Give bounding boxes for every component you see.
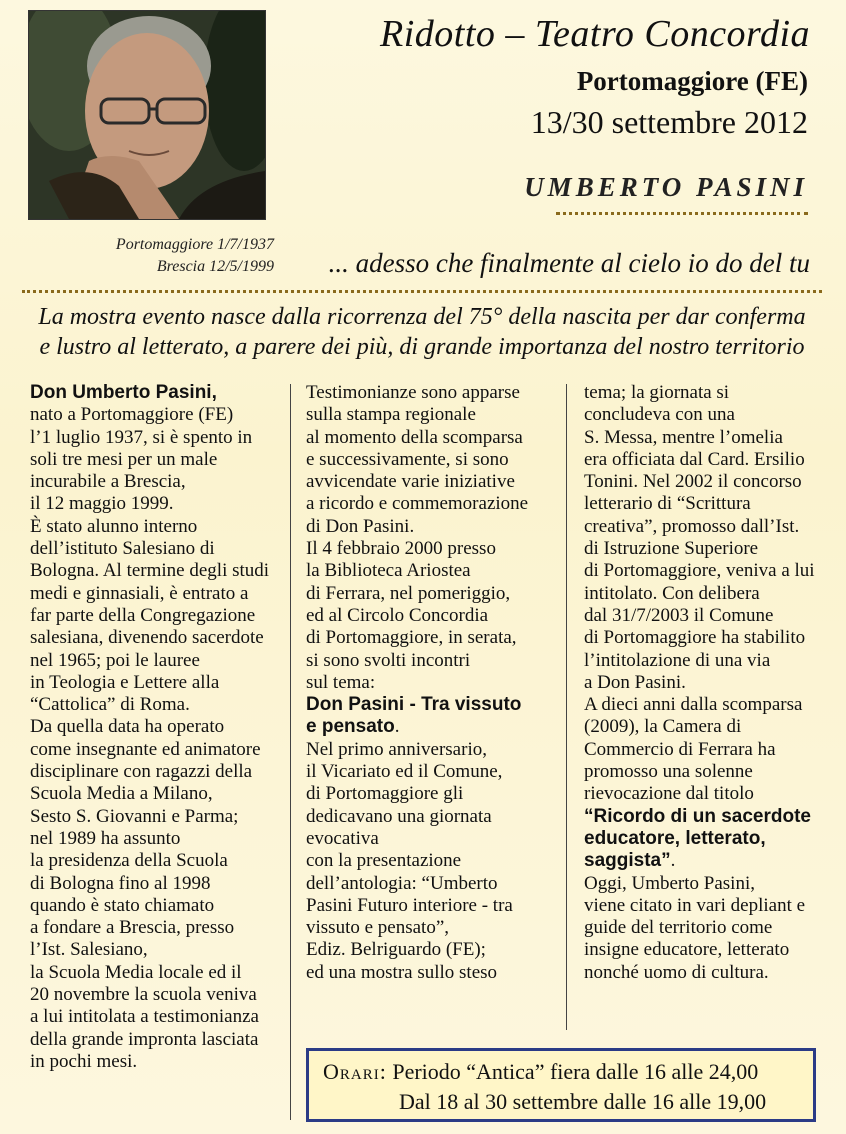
text-line: medi e ginnasiali, è entrato a — [30, 582, 249, 604]
text-line: come insegnante ed animatore — [30, 738, 261, 760]
text-line: nel 1965; poi le lauree — [30, 649, 200, 671]
venue-title: Ridotto – Teatro Concordia — [380, 13, 810, 55]
text-line: evocativa — [306, 827, 379, 849]
text-line: a Don Pasini. — [584, 671, 686, 693]
text-line: quando è stato chiamato — [30, 894, 215, 916]
text-line: Bologna. Al termine degli studi — [30, 560, 270, 582]
text-line: “Cattolica” di Roma. — [30, 694, 190, 716]
text-line: tema; la giornata si — [584, 382, 730, 403]
column-1-body — [30, 404, 280, 1073]
text-line: nato a Portomaggiore (FE) — [30, 404, 234, 426]
text-line: a ricordo e commemorazione — [306, 493, 529, 515]
text-line: il Vicariato ed il Comune, — [306, 761, 503, 783]
text-line: a lui intitolata a testimonianza — [30, 1006, 259, 1028]
text-line: sul tema: — [306, 671, 376, 693]
text-line: di Ferrara, nel pomeriggio, — [306, 582, 511, 604]
text-line: nel 1989 ha assunto — [30, 827, 181, 849]
text-line: di Don Pasini. — [306, 515, 415, 537]
column-2-bold-2-suffix: . — [394, 716, 400, 738]
text-line: nonché uomo di cultura. — [584, 961, 769, 983]
text-line: guide del territorio come — [584, 917, 773, 939]
text-line: in pochi mesi. — [30, 1050, 138, 1072]
death-date: Brescia 12/5/1999 — [156, 258, 274, 275]
text-line: far parte della Congregazione — [30, 604, 256, 626]
text-line: dal 31/7/2003 il Comune — [584, 604, 774, 626]
text-line: vissuto e pensato”, — [306, 917, 450, 939]
column-2-bold-2: e pensato — [306, 716, 395, 738]
text-line: viene citato in vari depliant e — [584, 894, 806, 916]
column-3-body-b — [584, 873, 820, 984]
text-line: di Istruzione Superiore — [584, 538, 759, 560]
portrait-photo — [28, 10, 266, 220]
text-line: Il 4 febbraio 2000 presso — [306, 538, 496, 560]
text-line: di Bologna fino al 1998 — [30, 872, 211, 894]
column-2-body-a — [306, 382, 556, 694]
text-line: dell’istituto Salesiano di — [30, 538, 215, 560]
text-line: concludeva con una — [584, 404, 735, 426]
author-name: UMBERTO PASINI — [524, 172, 808, 202]
hours-line-2: Dal 18 al 30 settembre dalle 16 alle 19,00 — [399, 1089, 767, 1114]
text-line: l’intitolazione di una via — [584, 649, 771, 671]
column-2 — [306, 382, 556, 984]
quote: ... adesso che finalmente al cielo io do del tu — [328, 248, 810, 278]
column-divider-1 — [290, 384, 291, 1120]
column-3-bold-3-suffix: . — [670, 850, 676, 872]
column-1 — [30, 382, 280, 1073]
text-line: a fondare a Brescia, presso — [30, 917, 235, 939]
text-line: intitolato. Con delibera — [584, 582, 760, 604]
text-line: Da quella data ha operato — [30, 716, 225, 738]
hours-line-1: Periodo “Antica” fiera dalle 16 alle 24,00 — [392, 1059, 759, 1084]
text-line: Sesto S. Giovanni e Parma; — [30, 805, 239, 827]
column-3-bold-1: “Ricordo di un sacerdote — [584, 805, 811, 827]
opening-hours-box — [306, 1048, 816, 1122]
text-line: Commercio di Ferrara ha — [584, 738, 776, 760]
header-divider — [22, 290, 822, 293]
text-line: e successivamente, si sono — [306, 448, 509, 470]
text-line: soli tre mesi per un male — [30, 448, 218, 470]
hours-label: Orari: — [323, 1059, 387, 1084]
text-line: salesiana, divenendo sacerdote — [30, 627, 264, 649]
text-line: A dieci anni dalla scomparsa — [584, 694, 803, 716]
text-line: la presidenza della Scuola — [30, 850, 228, 872]
text-line: di Portomaggiore gli — [306, 783, 464, 805]
text-line: si sono svolti incontri — [306, 649, 471, 671]
name-divider — [556, 212, 808, 215]
event-dates: 13/30 settembre 2012 — [530, 104, 808, 140]
text-line: il 12 maggio 1999. — [30, 493, 174, 515]
text-line: al momento della scomparsa — [306, 426, 523, 448]
text-line: ed al Circolo Concordia — [306, 604, 489, 626]
text-line: letterario di “Scrittura — [584, 493, 751, 515]
column-2-bold-1: Don Pasini - Tra vissuto — [306, 694, 522, 716]
text-line: la Scuola Media locale ed il — [30, 961, 242, 983]
text-line: l’Ist. Salesiano, — [30, 939, 148, 961]
text-line: incurabile a Brescia, — [30, 471, 186, 493]
text-line: Pasini Futuro interiore - tra — [306, 894, 513, 916]
text-line: dedicavano una giornata — [306, 805, 492, 827]
intro-text — [22, 302, 822, 362]
text-line: Tonini. Nel 2002 il concorso — [584, 471, 802, 493]
text-line: 20 novembre la scuola veniva — [30, 984, 257, 1006]
intro-line-2: e lustro al letterato, a parere dei più, di grande importanza del nostro territorio — [39, 334, 805, 360]
column-2-body-b — [306, 739, 556, 984]
text-line: promosso una solenne — [584, 761, 753, 783]
text-line: dell’antologia: “Umberto — [306, 872, 498, 894]
text-line: S. Messa, mentre l’omelia — [584, 426, 783, 448]
text-line: Nel primo anniversario, — [306, 738, 487, 760]
text-line: Ediz. Belriguardo (FE); — [306, 939, 486, 961]
portrait-illustration — [29, 11, 265, 219]
column-3 — [584, 382, 820, 984]
text-line: di Portomaggiore, in serata, — [306, 627, 517, 649]
text-line: È stato alunno interno — [30, 515, 198, 537]
text-line: l’1 luglio 1937, si è spento in — [30, 426, 253, 448]
birth-date: Portomaggiore 1/7/1937 — [115, 236, 274, 253]
text-line: era officiata dal Card. Ersilio — [584, 448, 805, 470]
text-line: Testimonianze sono apparse — [306, 382, 520, 403]
city-label: Portomaggiore (FE) — [576, 66, 808, 96]
column-3-bold-3: saggista” — [584, 850, 671, 872]
text-line: con la presentazione — [306, 850, 462, 872]
text-line: disciplinare con ragazzi della — [30, 761, 253, 783]
text-line: la Biblioteca Ariostea — [306, 560, 471, 582]
column-1-title: Don Umberto Pasini, — [30, 382, 217, 403]
text-line: rievocazione dal titolo — [584, 783, 754, 805]
text-line: Scuola Media a Milano, — [30, 783, 213, 805]
text-line: di Portomaggiore ha stabilito — [584, 627, 806, 649]
text-line: di Portomaggiore, veniva a lui — [584, 560, 815, 582]
column-divider-2 — [566, 384, 567, 1030]
text-line: della grande impronta lasciata — [30, 1028, 259, 1050]
text-line: Oggi, Umberto Pasini, — [584, 872, 755, 894]
birth-death-dates — [30, 234, 274, 278]
text-line: ed una mostra sullo steso — [306, 961, 498, 983]
column-3-body-a — [584, 382, 820, 806]
text-line: sulla stampa regionale — [306, 404, 476, 426]
text-line: creativa”, promosso dall’Ist. — [584, 515, 800, 537]
text-line: avvicendate varie iniziative — [306, 471, 515, 493]
column-3-bold-2: educatore, letterato, — [584, 827, 766, 849]
text-line: (2009), la Camera di — [584, 716, 742, 738]
text-line: in Teologia e Lettere alla — [30, 671, 220, 693]
text-line: insigne educatore, letterato — [584, 939, 790, 961]
intro-line-1: La mostra evento nasce dalla ricorrenza del 75° della nascita per dar conferma — [38, 304, 806, 330]
